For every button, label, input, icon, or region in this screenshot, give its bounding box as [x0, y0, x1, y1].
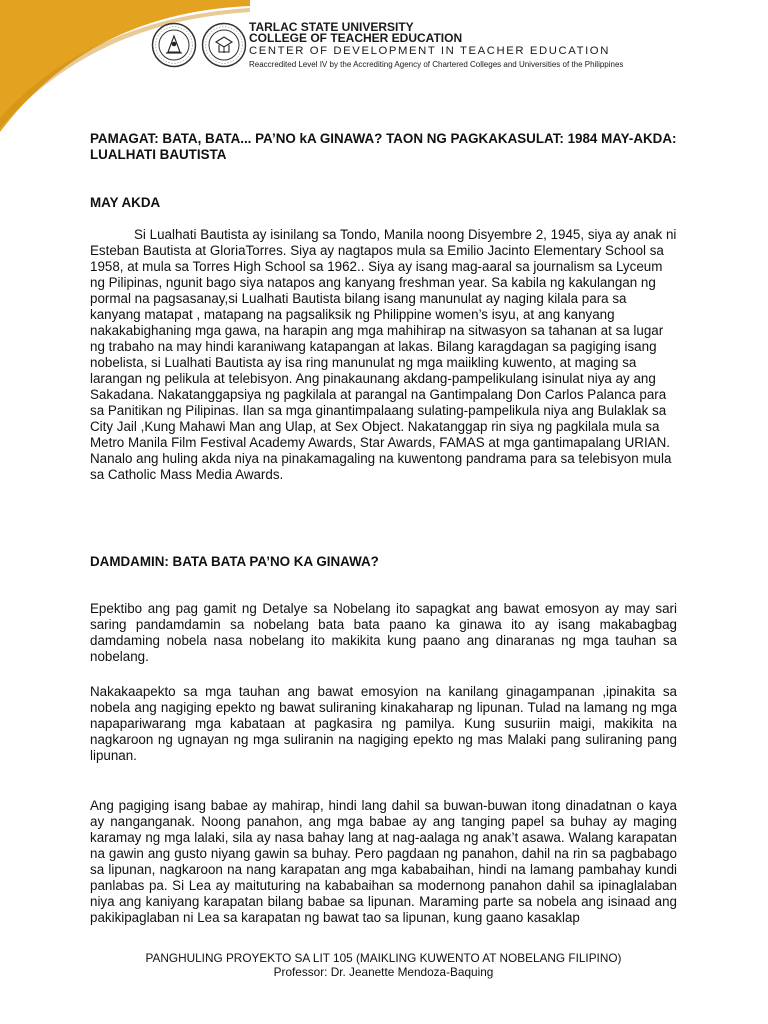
- university-name: TARLAC STATE UNIVERSITY: [249, 20, 414, 34]
- footer-course-line: PANGHULING PROYEKTO SA LIT 105 (MAIKLING KUWENTO AT NOBELANG FILIPINO): [145, 951, 622, 965]
- tsu-seal-logo: [151, 22, 197, 68]
- letterhead: [249, 22, 759, 71]
- section-heading-may-akda: MAY AKDA: [90, 195, 161, 210]
- document-title: PAMAGAT: BATA, BATA... PA’NO kA GINAWA? TAON NG PAGKAKASULAT: 1984 MAY-AKDA: LUALHATI BAUTISTA: [90, 131, 677, 162]
- accreditation-note: Reaccredited Level IV by the Accrediting Agency of Chartered Colleges and Universities of the Philippines: [249, 60, 624, 69]
- decorative-curve: [0, 0, 250, 140]
- section-heading-damdamin: DAMDAMIN: BATA BATA PA’NO KA GINAWA?: [90, 554, 379, 569]
- paragraph-epektibo: Epektibo ang pag gamit ng Detalye sa Nobelang ito sapagkat ang bawat emosyon ay may sari saring pandamdamin sa nobelang bata bata paano ka ginawa ito ay isang makabagbag damdaming nobela nasa nobelang ito makikita kung paano ang dinaranas ng mga tauhan sa nobelang.: [90, 601, 677, 664]
- paragraph-nakakaapekto: Nakakaapekto sa mga tauhan ang bawat emosyion na kanilang ginagampanan ,ipinakita sa nobela ang nagiging epekto ng bawat suliraning kinakaharap ng lipunan. Tulad na lamang ng mga napapariwarang mga kabataan at pagkasira ng pamilya. Kung susuriin maigi, makikita na nagkaroon ng ugnayan ng mga suliranin na nagiging epekto ng mas Malaki pang suliraning pang lipunan.: [90, 684, 677, 763]
- paragraph-pagiging-babae: Ang pagiging isang babae ay mahirap, hindi lang dahil sa buwan-buwan itong dinadatnan o kaya ay nanganganak. Noong panahon, ang mga babae ay ang tanging papel sa buhay ay maging karamay ng mga lalaki, sila ay nasa bahay lang at nag-aalaga ng anak’t asawa. Walang karapatan na gawin ang gusto niyang gawin sa buhay. Pero pagdaan ng panahon, dahil na rin sa pagbabago sa lipunan, nagkaroon na nang karapatan ang mga kababaihan, hindi na lamang pambahay kundi panlabas pa. Si Lea ay maituturing na kababaihan sa modernong panahon dahil sa ipinaglalaban niya ang kaniyang karapatan bilang babae sa lipunan. Maraming parte sa nobela ang isinaad ang pakikipaglaban ni Lea sa karapatan ng bawat tao sa lipunan, kung gaano kasaklap: [90, 798, 677, 925]
- cte-seal-logo: [201, 22, 247, 68]
- center-name: CENTER OF DEVELOPMENT IN TEACHER EDUCATION: [249, 45, 610, 57]
- footer-professor-line: Professor: Dr. Jeanette Mendoza-Baquing: [273, 965, 494, 979]
- college-name: COLLEGE OF TEACHER EDUCATION: [249, 31, 463, 45]
- paragraph-may-akda: Si Lualhati Bautista ay isinilang sa Tondo, Manila noong Disyembre 2, 1945, siya ay anak ni Esteban Bautista at GloriaTorres. Siya ay nagtapos mula sa Emilio Jacinto Elementary School sa 1958, at mula sa Torres High School sa 1962.. Siya ay isang mag-aaral sa journalism sa Lyceum ng Pilipinas, ngunit bago siya natapos ang kanyang freshman year. Sa kabila ng kakulangan ng pormal na pagsasanay,si Lualhati Bautista bilang isang manunulat ay naging kilala para sa kanyang matapat , matapang na pagsaliksik ng Philippine women’s isyu, at ang kanyang nakakabighaning mga gawa, na harapin ang mga mahihirap na sitwasyon sa tahanan at sa lugar ng trabaho na may hindi karaniwang katapangan at lakas. Bilang karagdagan sa pagiging isang nobelista, si Lualhati Bautista ay isa ring manunulat ng mga maiikling kuwento, at maging sa larangan ng pelikula at telebisyon. Ang pinakaunang akdang-pampelikulang isinulat niya ay ang Sakadana. Nakatanggapsiya ng pagkilala at parangal na Gantimpalang Don Carlos Palanca para sa Panitikan ng Pilipinas. Ilan sa mga ginantimpalaang sulating-pampelikula niya ang Bulaklak sa City Jail ,Kung Mahawi Man ang Ulap, at Sex Object. Nakatanggap rin siya ng pagkilala mula sa Metro Manila Film Festival Academy Awards, Star Awards, FAMAS at mga gantimapalang URIAN. Nanalo ang huling akda niya na pinakamagaling na kuwentong pandrama para sa telebisyon mula sa Catholic Mass Media Awards.: [90, 227, 677, 482]
